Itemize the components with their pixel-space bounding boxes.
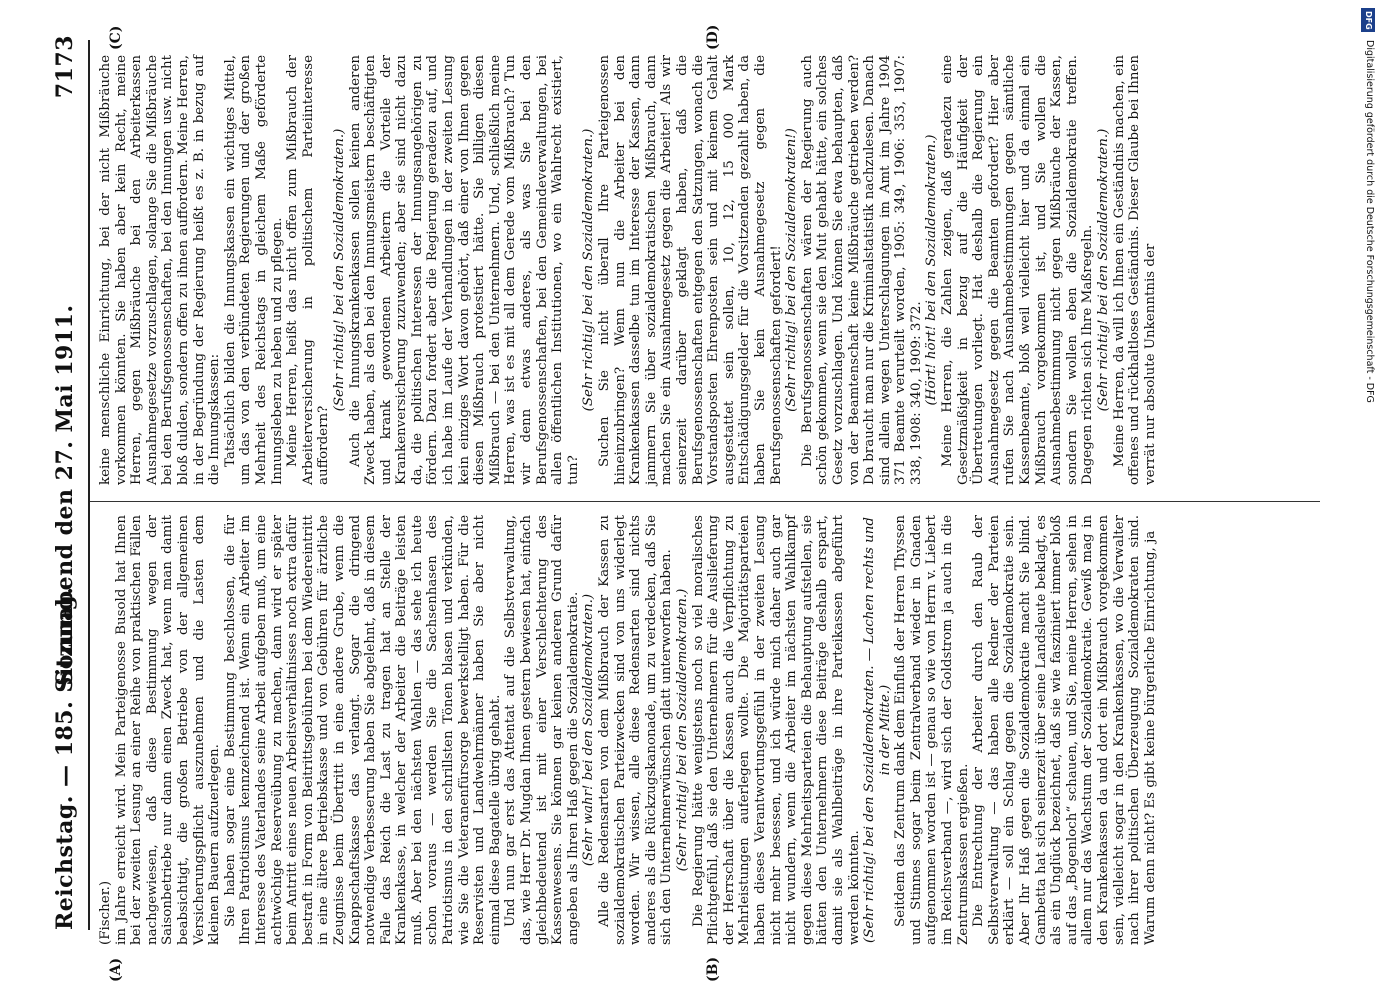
header-left: Reichstag. — 185. Sitzung. [52, 586, 78, 930]
paragraph: Und nun gar erst das Attentat auf die Selbstverwaltung, das, wie Herr Dr. Mugdan Ihnen gestern bewiesen hat, einfach gleichbedeutend ist mit einer Verschlechterung des Kassenwesens. Sie können gar keinen anderen Grund dafür angeben als Ihren Haß gegen die Sozialdemokratie. [503, 515, 581, 945]
left-text-column [98, 515, 1158, 945]
interjection: (Sehr richtig! bei den Sozialdemokraten. — Lachen rechts und in der Mitte.) [862, 517, 893, 943]
header-date: Sonnabend den 27. Mai 1911. [52, 304, 78, 686]
interjection: (Sehr richtig! bei den Sozialdemokraten.) [581, 128, 597, 412]
paragraph: keine menschliche Einrichtung, bei der nicht Mißbräuche vorkommen könnten. Sie haben aber kein Recht, meine Herren, gegen Mißbräuche bei den Arbeiterkassen Ausnahmegesetze vorzuschlagen, solange Sie die Mißbräuche bei den Berufsgenossenschaften, bei den Innungen usw. nicht bloß dulden, sondern offen zu ihnen auffordern. Meine Herren, in der Begründung der Regierung heißt es z. B. in bezug auf die Innungskassen: [98, 55, 223, 485]
interjection: (Sehr richtig! bei den Sozialdemokraten.) [331, 128, 347, 412]
paragraph: Meine Herren, da will ich Ihnen ein Geständnis machen, ein offenes und rückhaltloses Geständnis. Dieser Glaube bei Ihnen verrät nur absolute Unkenntnis der [1111, 55, 1158, 485]
margin-mark-c: (C) [108, 25, 124, 50]
paragraph: Alle die Redensarten von dem Mißbrauch der Kassen zu sozialdemokratischen Parteizwecken sind von uns widerlegt worden. Wir wissen, alle diese Redensarten sind nichts anderes als die Rückzugskanonade, um zu verdecken, daß Sie sich den Unternehmerwünschen glatt unterworfen haben. [597, 515, 675, 945]
right-text-column [98, 55, 1158, 485]
margin-mark-a: (A) [108, 957, 124, 982]
paragraph: Tatsächlich bilden die Innungskassen ein wichtiges Mittel, um das von den verbündeten Regierungen und der großen Mehrheit des Reichstags in gleichem Maße geförderte Innungsleben zu heben und zu pflegen. [222, 55, 285, 485]
interjection: (Sehr richtig! bei den Sozialdemokraten.) [674, 588, 690, 872]
margin-mark-b: (B) [705, 956, 721, 982]
paragraph: Die Berufsgenossenschaften wären der Regierung auch schön gekommen, wenn sie den Mut gehabt hätte, ein solches Gesetz vorzuschlagen. Und können Sie etwa behaupten, daß von der Beamtenschaft keine Mißbräuche getrieben werden? Da braucht man nur die Kriminalstatistik nachzulesen. Danach sind allein wegen Unterschlagungen im Amt im Jahre 1904 371 Beamte verurteilt worden, 1905: 349, 1906: 353, 1907: 338, 1908: 340, 1909: 372. [799, 55, 924, 485]
paragraph: Suchen Sie nicht überall Ihre Parteigenossen hineinzubringen? Wenn nun die Arbeiter bei den Krankenkassen dasselbe tun im Interesse der Kassen, dann jammern Sie über sozialdemokratischen Mißbrauch, dann machen Sie ein Ausnahmegesetz gegen die Arbeiter! Als wir seinerzeit darüber geklagt haben, daß die Berufsgenossenschaften entgegen den Satzungen, wonach die Vorstandsposten Ehrenposten sein und mit keinem Gehalt ausgestattet sein sollen, 10, 12, 15 000 Mark Entschädigungsgelder für die Vorsitzenden gezahlt haben, da haben Sie kein Ausnahmegesetz gegen die Berufsgenossenschaften gefordert! [597, 55, 784, 485]
column-divider [90, 501, 1320, 502]
paragraph: Die Entrechtung der Arbeiter durch den Raub der Selbstverwaltung — das haben alle Redner der Parteien erklärt — soll ein Schlag gegen die Sozialdemokratie sein. Aber Ihr Haß gegen die Sozialdemokratie macht Sie blind. Gambetta hat sich seinerzeit über seine Landsleute beklagt, es als ein Unglück bezeichnet, daß sie wie fasziniert immer bloß auf das „Bogenloch“ schauen, und Sie, meine Herren, sehen in allem nur das Wachstum der Sozialdemokratie. Gewiß mag in den Krankenkassen da und dort ein Mißbrauch vorgekommen sein, vielleicht sogar in den Krankenkassen, wo die Verwalter nach ihrer politischen Überzeugung Sozialdemokraten sind. Warum denn nicht? Es gibt keine bürgerliche Einrichtung, ja [971, 515, 1158, 945]
paragraph: Meine Herren, heißt das nicht offen zum Mißbrauch der Arbeiterversicherung in politischem Parteiinteresse auffordern? [285, 55, 332, 485]
digitization-credit [1359, 40, 1377, 690]
paragraph: Auch die Innungskrankenkassen sollen keinen anderen Zweck haben, als den bei den Innungsmeistern beschäftigten und krank gewordenen Arbeitern die Vorteile der Krankenversicherung zuzuwenden; aber sie sind nicht dazu da, die politischen Interessen der Innungsangehörigen zu fördern. Dazu fordert aber die Regierung geradezu auf, und ich habe im Laufe der Verhandlungen in der zweiten Lesung kein einziges Wort davon gehört, daß einer von Ihnen gegen diesen Mißbrauch protestiert hätte. Sie billigen diesen Mißbrauch — bei den Unternehmern. Und, schließlich meine Herren, was ist es mit all dem Gerede vom Mißbrauch? Tun wir denn etwas anderes, als was Sie bei den Berufsgenossenschaften, bei den Gemeindeverwaltungen, bei allen öffentlichen Institutionen, wo ein Wahlrecht existiert, tun? [347, 55, 581, 485]
margin-mark-d: (D) [705, 24, 721, 50]
paragraph: Meine Herren, die Zahlen zeigen, daß geradezu eine Gesetzmäßigkeit in bezug auf die Häufigkeit der Übertretungen vorliegt. Hat deshalb die Regierung ein Ausnahmegesetz gegen die Beamten gefordert? Hier aber rufen Sie nach Ausnahmebestimmungen gegen sämtliche Kassenbeamte, bloß weil vielleicht hier und da einmal ein Mißbrauch vorgekommen ist, und Sie wollen die Ausnahmebestimmung nicht gegen Mißbräuche der Kassen, sondern Sie wollen eben die Sozialdemokratie treffen. Dagegen richten sich Ihre Maßregeln. [940, 55, 1096, 485]
paragraph: Die Regierung hätte wenigstens noch so viel moralisches Pflichtgefühl, daß sie den Unternehmern für die Auslieferung der Herrschaft über die Kassen auch die Verpflichtung zu Mehrleistungen auferlegen wollte. Die Majoritätsparteien haben dieses Verantwortungsgefühl in der zweiten Lesung nicht mehr besessen, und ich würde mich daher auch gar nicht wundern, wenn die Arbeiter im nächsten Wahlkampf gegen diese Mehrheitsparteien die Behauptung aufstellen, sie hätten den Unternehmern diese Beiträge deshalb erspart, damit sie als Wahlbeiträge in ihre Parteikassen abgeführt werden könnten. [690, 515, 862, 945]
interjection: (Sehr richtig! bei den Sozialdemokraten.) [1096, 128, 1111, 412]
header-rule [88, 40, 90, 930]
running-head [32, 30, 82, 960]
dfg-logo-icon: DFG [1361, 8, 1375, 32]
interjection: (Sehr wahr! bei den Sozialdemokraten.) [581, 593, 597, 867]
interjection: (Sehr richtig! bei den Sozialdemokraten!) [784, 128, 800, 412]
interjection: (Hört! hört! bei den Sozialdemokraten.) [924, 134, 940, 406]
credit-text: Digitalisierung gefördert durch die Deutsche Forschungsgemeinschaft - DFG [1364, 40, 1375, 403]
paragraph: im Jahre erreicht wird. Mein Parteigenosse Busold hat Ihnen bei der zweiten Lesung an einer Reihe von praktischen Fällen nachgewiesen, daß diese Bestimmung wegen der Saisonbetriebe nur dann einen Zweck hat, wenn man damit beabsichtigt, die großen Betriebe von der allgemeinen Versicherungspflicht auszunehmen und die Lasten dem kleinen Bauern aufzuerlegen. [113, 515, 223, 945]
paragraph: Sie haben sogar eine Bestimmung beschlossen, die für Ihren Patriotismus kennzeichnend ist. Wenn ein Arbeiter im Interesse des Vaterlandes seine Arbeit aufgeben muß, um eine achtwöchige Reserveübung zu machen, dann wird er später beim Antritt eines neuen Arbeitsverhältnisses noch extra dafür bestraft in Form von Beitrittsgebühren bei dem Wiedereintritt in eine ältere Betriebskasse und von Gebühren für ärztliche Zeugnisse beim Übertritt in eine andere Grube, wenn die Knappschaftskasse das verlangt. Sogar die dringend notwendige Verbesserung haben Sie abgelehnt, daß in diesem Falle das Reich die Last zu tragen hat an Stelle der Krankenkasse, in welcher der Arbeiter die Beiträge leisten muß. Aber bei den nächsten Wahlen — das sehe ich heute schon voraus — werden Sie die Sachsenhasen des Patriotismus in den schrillsten Tönen blasen und verkünden, wie Sie die Veteranenfürsorge bewerkstelligt haben. Für die Reservisten und Landwehrmänner haben Sie aber nicht einmal diese Bagatelle übrig gehabt. [222, 515, 503, 945]
page-number: 7173 [52, 35, 78, 99]
paragraph: (Fischer.) [98, 880, 113, 945]
paragraph: Seitdem das Zentrum dank dem Einfluß der Herren Thyssen und Stinnes sogar beim Zentralverband wieder in Gnaden aufgenommen worden ist — genau so wie von Herrn v. Liebert im Reichsverband —, wird sich der Goldstrom ja auch in die Zentrumskassen ergießen. [893, 515, 971, 945]
